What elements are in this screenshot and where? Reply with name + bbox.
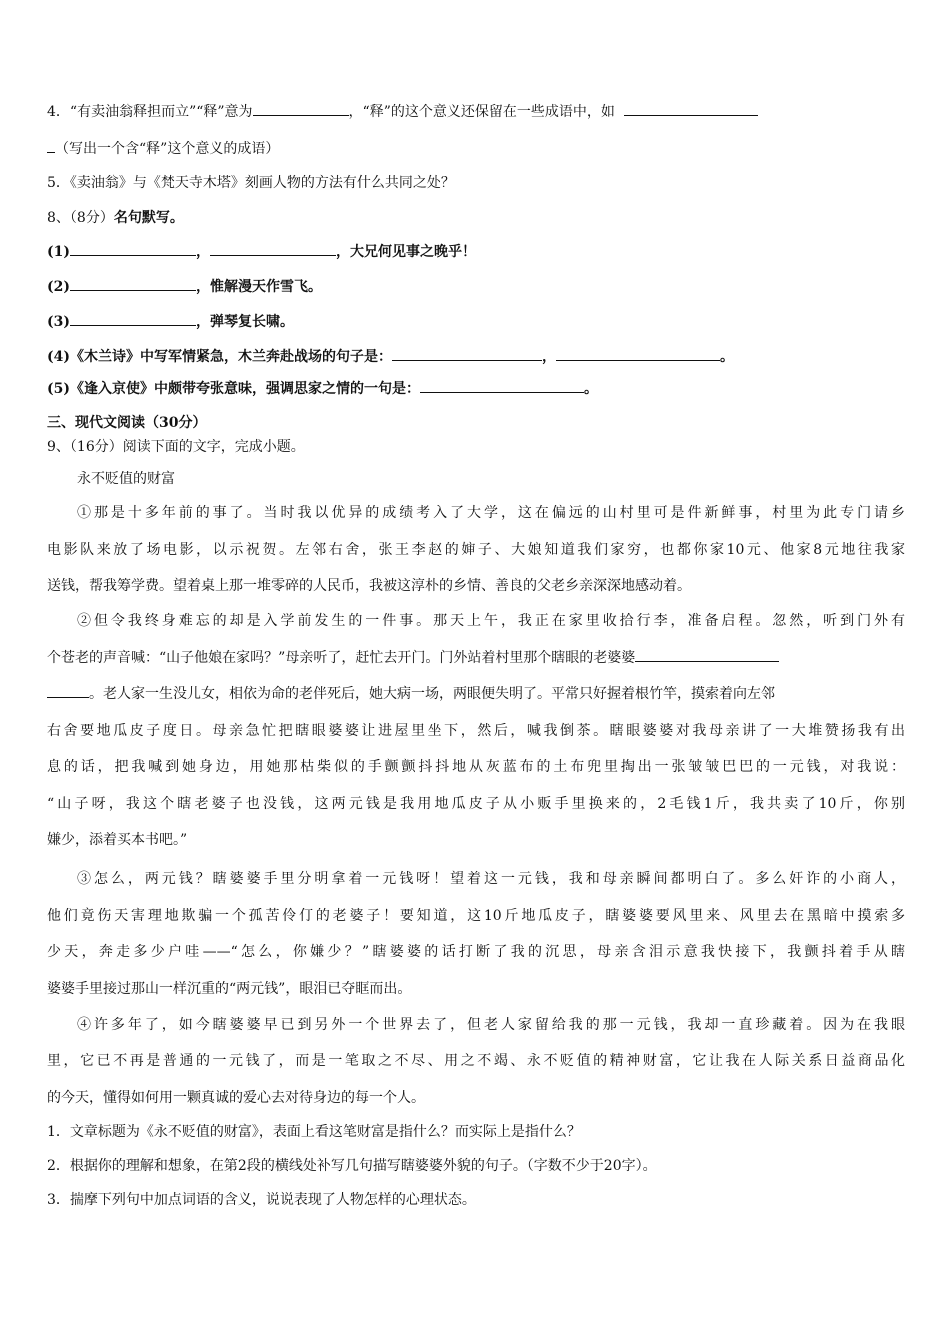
q8-end: 。: [584, 381, 598, 397]
q8-num: (3): [47, 314, 70, 330]
paragraph-line: 嫌少，添着买本书吧。”: [47, 832, 188, 848]
paragraph-line: 少天，奔走多少户哇——“怎么，你嫌少？”瞎婆婆的话打断了我的沉思，母亲含泪示意我快接下，我颤抖着手从瞎: [47, 944, 905, 960]
q8-text: (5)《逢入京使》中颇带夸张意味，强调思家之情的一句是：: [47, 381, 420, 397]
q8-line-4: [47, 346, 734, 368]
q4-text-1: 4．“有卖油翁释担而立”“释”意为: [47, 104, 253, 120]
q8-line-5: [47, 378, 598, 400]
paragraph-line: 送钱，帮我筹学费。望着桌上那一堆零碎的人民币，我被这淳朴的乡情、善良的父老乡亲深深地感动着。: [47, 578, 691, 594]
paragraph-line: 的今天，懂得如何用一颗真诚的爱心去对待身边的每一个人。: [47, 1090, 425, 1106]
q8-title-bold: 名句默写。: [113, 210, 184, 226]
q8-sep: ，: [542, 349, 556, 365]
paragraph-line: [47, 683, 775, 705]
answer-blank[interactable]: [392, 346, 542, 361]
paragraph-line: ④许多年了，如今瞎婆婆早已到另外一个世界去了，但老人家留给我的那一元钱，我却一直珍藏着。因为在我眼: [77, 1017, 905, 1033]
paragraph-line: [47, 647, 779, 669]
answer-blank[interactable]: [47, 683, 89, 698]
q8-num: (2): [47, 279, 70, 295]
question-8-title: [47, 207, 184, 229]
q8-end: 。: [720, 349, 734, 365]
answer-blank[interactable]: [70, 276, 196, 291]
q8-text: (4)《木兰诗》中写军情紧急，木兰奔赴战场的句子是：: [47, 349, 392, 365]
answer-blank[interactable]: [47, 138, 55, 153]
q8-prefix: 8、（8分）: [47, 210, 114, 226]
paragraph-line: 婆婆手里接过那山一样沉重的“两元钱”，眼泪已夺眶而出。: [47, 981, 412, 997]
answer-blank[interactable]: [635, 647, 779, 662]
paragraph-line: “山子呀，我这个瞎老婆子也没钱，这两元钱是我用地瓜皮子从小贩手里换来的，2毛钱1斤，我共卖了10斤，你别: [47, 796, 905, 812]
article-title: 永不贬值的财富: [77, 471, 175, 487]
answer-blank[interactable]: [420, 378, 584, 393]
q8-line-3: [47, 311, 294, 333]
q8-tail: ，大兄何见事之晚乎！: [336, 244, 476, 260]
q8-line-1: [47, 241, 476, 263]
answer-blank[interactable]: [556, 346, 720, 361]
sub-question-2: 2．根据你的理解和想象，在第2段的横线处补写几句描写瞎婆婆外貌的句子。（字数不少于20字）。: [47, 1158, 657, 1174]
section-heading: 三、现代文阅读（30分）: [47, 415, 207, 431]
question-4-line2: [47, 138, 279, 160]
answer-blank[interactable]: [624, 101, 758, 116]
paragraph-line: 右舍要地瓜皮子度日。母亲急忙把瞎眼婆婆让进屋里坐下，然后，喊我倒茶。瞎眼婆婆对我母亲讲了一大堆赞扬我有出: [47, 723, 905, 739]
paragraph-line: 里，它已不再是普通的一元钱了，而是一笔取之不尽、用之不竭、永不贬值的精神财富，它让我在人际关系日益商品化: [47, 1053, 905, 1069]
answer-blank[interactable]: [210, 241, 336, 256]
q8-tail: ，惟解漫天作雪飞。: [196, 279, 322, 295]
paragraph-line: ①那是十多年前的事了。当时我以优异的成绩考入了大学，这在偏远的山村里可是件新鲜事，村里为此专门请乡: [77, 505, 905, 521]
paragraph-line: 他们竟伤天害理地欺骗一个孤苦伶仃的老婆子！要知道，这10斤地瓜皮子，瞎婆婆要风里来、风里去在黑暗中摸索多: [47, 908, 905, 924]
answer-blank[interactable]: [70, 241, 196, 256]
paragraph-text: 个苍老的声音喊：“山子他娘在家吗？”母亲听了，赶忙去开门。门外站着村里那个瞎眼的老婆婆: [47, 650, 636, 666]
question-9-head: 9、（16分）阅读下面的文字，完成小题。: [47, 439, 305, 455]
question-4-line1: [47, 101, 758, 123]
answer-blank[interactable]: [70, 311, 196, 326]
paragraph-line: ③怎么，两元钱？瞎婆婆手里分明拿着一元钱呀！望着这一元钱，我和母亲瞬间都明白了。多么奸诈的小商人，: [77, 871, 905, 887]
paragraph-line: 电影队来放了场电影，以示祝贺。左邻右舍，张王李赵的婶子、大娘知道我们家穷，也都你家10元、他家8元地往我家: [47, 542, 905, 558]
q4-text-2: ，“释”的这个意义还保留在一些成语中，如: [348, 104, 615, 120]
q8-sep: ，: [196, 244, 210, 260]
q8-tail: ，弹琴复长啸。: [196, 314, 294, 330]
q8-num: (1): [47, 244, 70, 260]
q4-text-3: （写出一个含“释”这个意义的成语）: [55, 141, 280, 157]
answer-blank[interactable]: [253, 101, 349, 116]
paragraph-text: 。老人家一生没儿女，相依为命的老伴死后，她大病一场，两眼便失明了。平常只好握着根竹竿，摸索着向左邻: [89, 686, 775, 702]
sub-question-3: 3．揣摩下列句中加点词语的含义，说说表现了人物怎样的心理状态。: [47, 1192, 476, 1208]
sub-question-1: 1．文章标题为《永不贬值的财富》，表面上看这笔财富是指什么？而实际上是指什么？: [47, 1124, 581, 1140]
paragraph-line: 息的话，把我喊到她身边，用她那枯柴似的手颤颤抖抖地从灰蓝布的土布兜里掏出一张皱皱巴巴的一元钱，对我说：: [47, 759, 905, 775]
question-5: 5．《卖油翁》与《梵天寺木塔》刻画人物的方法有什么共同之处？: [47, 175, 455, 191]
paragraph-line: ②但令我终身难忘的却是入学前发生的一件事。那天上午，我正在家里收拾行李，准备启程。忽然，听到门外有: [77, 613, 905, 629]
q8-line-2: [47, 276, 322, 298]
